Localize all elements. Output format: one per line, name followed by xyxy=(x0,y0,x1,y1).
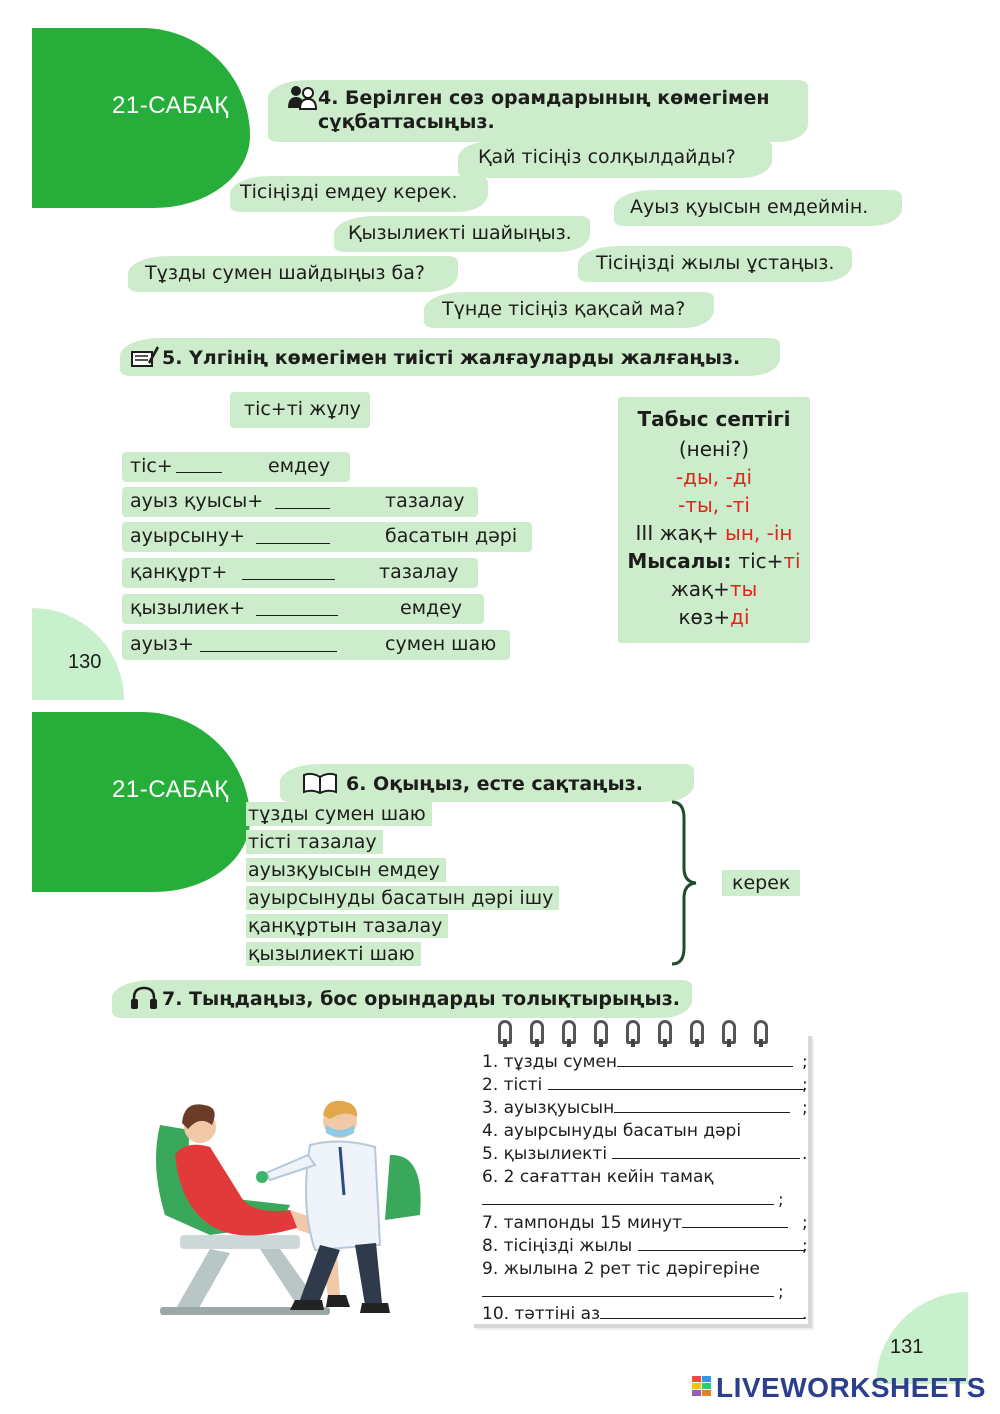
people-icon xyxy=(287,84,317,110)
notebook-ring xyxy=(530,1020,544,1044)
fill-blank[interactable] xyxy=(548,1076,804,1090)
grammar-person-endings: ын, -ін xyxy=(725,521,793,545)
exercise-blank-5[interactable] xyxy=(256,615,338,616)
grammar-example-3 xyxy=(618,605,810,629)
notebook-ring xyxy=(594,1020,608,1044)
fill-line-5 xyxy=(482,1143,800,1165)
exercise-row-4-left: қанқұрт+ xyxy=(130,561,228,583)
fill-end: ; xyxy=(802,1052,808,1072)
exercise-row-1-right: емдеу xyxy=(268,455,331,477)
fill-end: . xyxy=(802,1304,808,1324)
fill-end: ; xyxy=(802,1075,808,1095)
exercise-blank-3[interactable] xyxy=(256,543,330,544)
fill-line-2 xyxy=(482,1074,804,1096)
fill-line-text: 10. тәттіні аз xyxy=(482,1304,601,1324)
fill-line-6b xyxy=(482,1189,774,1211)
notebook-ring xyxy=(690,1020,704,1044)
fill-line-text: 8. тісіңізді жылы xyxy=(482,1236,638,1256)
fill-line-text: 3. ауызқуысын xyxy=(482,1098,615,1118)
notebook-ring xyxy=(658,1020,672,1044)
grammar-person-prefix: ІІІ жақ+ xyxy=(635,521,726,545)
fill-line-8 xyxy=(482,1235,804,1257)
fill-blank[interactable] xyxy=(682,1214,788,1228)
page-number-bottom: 131 xyxy=(890,1336,924,1358)
fill-end: ; xyxy=(802,1236,808,1256)
phrase-7: Түнде тісіңіз қақсай ма? xyxy=(442,298,686,320)
fill-end: ; xyxy=(778,1190,784,1210)
fill-line-text: 7. тампонды 15 минут xyxy=(482,1213,682,1233)
grammar-example-label: Мысалы: xyxy=(627,549,739,573)
phrase-6: Тісіңізді жылы ұстаңыз. xyxy=(596,252,835,274)
memo-phrase-4: ауырсынуды басатын дәрі ішу xyxy=(246,886,559,910)
memo-phrase-3: ауызқуысын емдеу xyxy=(246,858,446,882)
curly-brace xyxy=(668,798,698,968)
fill-blank[interactable] xyxy=(612,1145,800,1159)
lesson-label-bottom: 21-САБАҚ xyxy=(112,776,229,803)
memo-phrase-5: қанқұртын тазалау xyxy=(246,914,448,938)
task5-title: 5. Үлгінің көмегімен тиісті жалғауларды жалғаңыз. xyxy=(162,347,741,369)
fill-blank[interactable] xyxy=(617,1053,793,1067)
fill-blank[interactable] xyxy=(614,1099,790,1113)
notebook-ring xyxy=(722,1020,736,1044)
book-pencil-icon xyxy=(130,344,160,368)
brand-name[interactable]: LIVEWORKSHEETS xyxy=(716,1372,986,1403)
task6-title: 6. Оқыңыз, есте сақтаңыз. xyxy=(346,773,643,795)
exercise-row-2-left: ауыз қуысы+ xyxy=(130,490,264,512)
exercise-row-1-left: тіс+ xyxy=(130,455,173,477)
headphones-icon xyxy=(130,985,158,1011)
notebook-ring xyxy=(754,1020,768,1044)
grammar-person-rule xyxy=(618,521,810,545)
page-number-top: 130 xyxy=(68,651,102,673)
exercise-row-2-right: тазалау xyxy=(385,490,465,512)
memo-phrase-2: тісті тазалау xyxy=(246,830,383,854)
grammar-title: Табыс септігі xyxy=(637,407,791,431)
notebook-ring xyxy=(626,1020,640,1044)
dentist-patient-illustration xyxy=(140,1085,440,1325)
grammar-question: (нені?) xyxy=(678,437,750,461)
exercise-blank-4[interactable] xyxy=(242,579,335,580)
fill-line-10 xyxy=(482,1303,804,1325)
fill-line-9 xyxy=(482,1258,760,1280)
grammar-box xyxy=(618,397,810,643)
lesson-label-top: 21-САБАҚ xyxy=(112,92,229,119)
exercise-row-6-right: сумен шаю xyxy=(385,633,497,655)
notebook-ring xyxy=(562,1020,576,1044)
liveworksheets-logo-icon xyxy=(692,1376,712,1402)
fill-end: ; xyxy=(778,1282,784,1302)
grammar-ex2-stem: жақ+ xyxy=(670,577,730,601)
fill-end: ; xyxy=(802,1098,808,1118)
grammar-example-2 xyxy=(618,577,810,601)
fill-line-text: 2. тісті xyxy=(482,1075,548,1095)
exercise-row-6-left: ауыз+ xyxy=(130,633,194,655)
fill-line-text: 5. қызылиекті xyxy=(482,1144,613,1164)
exercise-row-3-right: басатын дәрі xyxy=(385,525,518,547)
notebook-ring xyxy=(498,1020,512,1044)
memo-phrase-6: қызылиекті шаю xyxy=(246,942,421,966)
grammar-ex2-ending: ты xyxy=(729,577,758,601)
fill-line-text: 9. жылына 2 рет тіс дәрігеріне xyxy=(482,1259,760,1279)
grammar-ending-1: -ды, -ді xyxy=(675,465,753,489)
grammar-ex3-stem: көз+ xyxy=(678,605,731,629)
fill-line-1 xyxy=(482,1051,793,1073)
brace-word: керек xyxy=(722,870,800,896)
exercise-row-3-left: ауырсыну+ xyxy=(130,525,245,547)
task4-title: 4. Берілген сөз орамдарының көмегімен сұқбаттасыңыз. xyxy=(318,87,770,133)
fill-blank[interactable] xyxy=(482,1283,774,1297)
phrase-3: Ауыз қуысын емдеймін. xyxy=(630,196,869,218)
exercise-row-5-left: қызылиек+ xyxy=(130,597,246,619)
fill-blank[interactable] xyxy=(600,1305,804,1319)
fill-end: ; xyxy=(802,1213,808,1233)
fill-blank[interactable] xyxy=(482,1191,774,1205)
phrase-5: Тұзды сумен шайдыңыз ба? xyxy=(145,262,425,284)
phrase-4: Қызылиекті шайыңыз. xyxy=(348,222,572,244)
fill-end: . xyxy=(802,1144,808,1164)
fill-line-9b xyxy=(482,1281,774,1303)
fill-line-4 xyxy=(482,1120,741,1142)
exercise-row-4-right: тазалау xyxy=(379,561,459,583)
exercise-row-5-right: емдеу xyxy=(400,597,463,619)
fill-blank[interactable] xyxy=(638,1237,804,1251)
fill-line-text: 6. 2 сағаттан кейін тамақ xyxy=(482,1167,714,1187)
memo-phrase-1: тұзды сумен шаю xyxy=(246,802,432,826)
fill-line-7 xyxy=(482,1212,788,1234)
open-book-icon xyxy=(302,772,338,794)
grammar-ex1-ending: ті xyxy=(783,549,801,573)
fill-line-6 xyxy=(482,1166,714,1188)
grammar-ex3-ending: ді xyxy=(730,605,750,629)
exercise-blank-2[interactable] xyxy=(275,508,330,509)
fill-line-text: 1. тұзды сумен xyxy=(482,1052,618,1072)
grammar-ex1-stem: тіс+ xyxy=(738,549,784,573)
example-text: тіс+ті жұлу xyxy=(244,398,361,420)
grammar-ending-2: -ты, -ті xyxy=(678,493,750,517)
phrase-2: Тісіңізді емдеу керек. xyxy=(240,181,458,203)
fill-line-text: 4. ауырсынуды басатын дәрі xyxy=(482,1121,742,1141)
exercise-blank-1[interactable] xyxy=(176,472,222,473)
phrase-1: Қай тісіңіз солқылдайды? xyxy=(478,146,736,168)
grammar-example-1 xyxy=(618,549,810,573)
fill-line-3 xyxy=(482,1097,790,1119)
task7-title: 7. Тыңдаңыз, бос орындарды толықтырыңыз. xyxy=(162,988,680,1010)
exercise-blank-6[interactable] xyxy=(200,651,337,652)
